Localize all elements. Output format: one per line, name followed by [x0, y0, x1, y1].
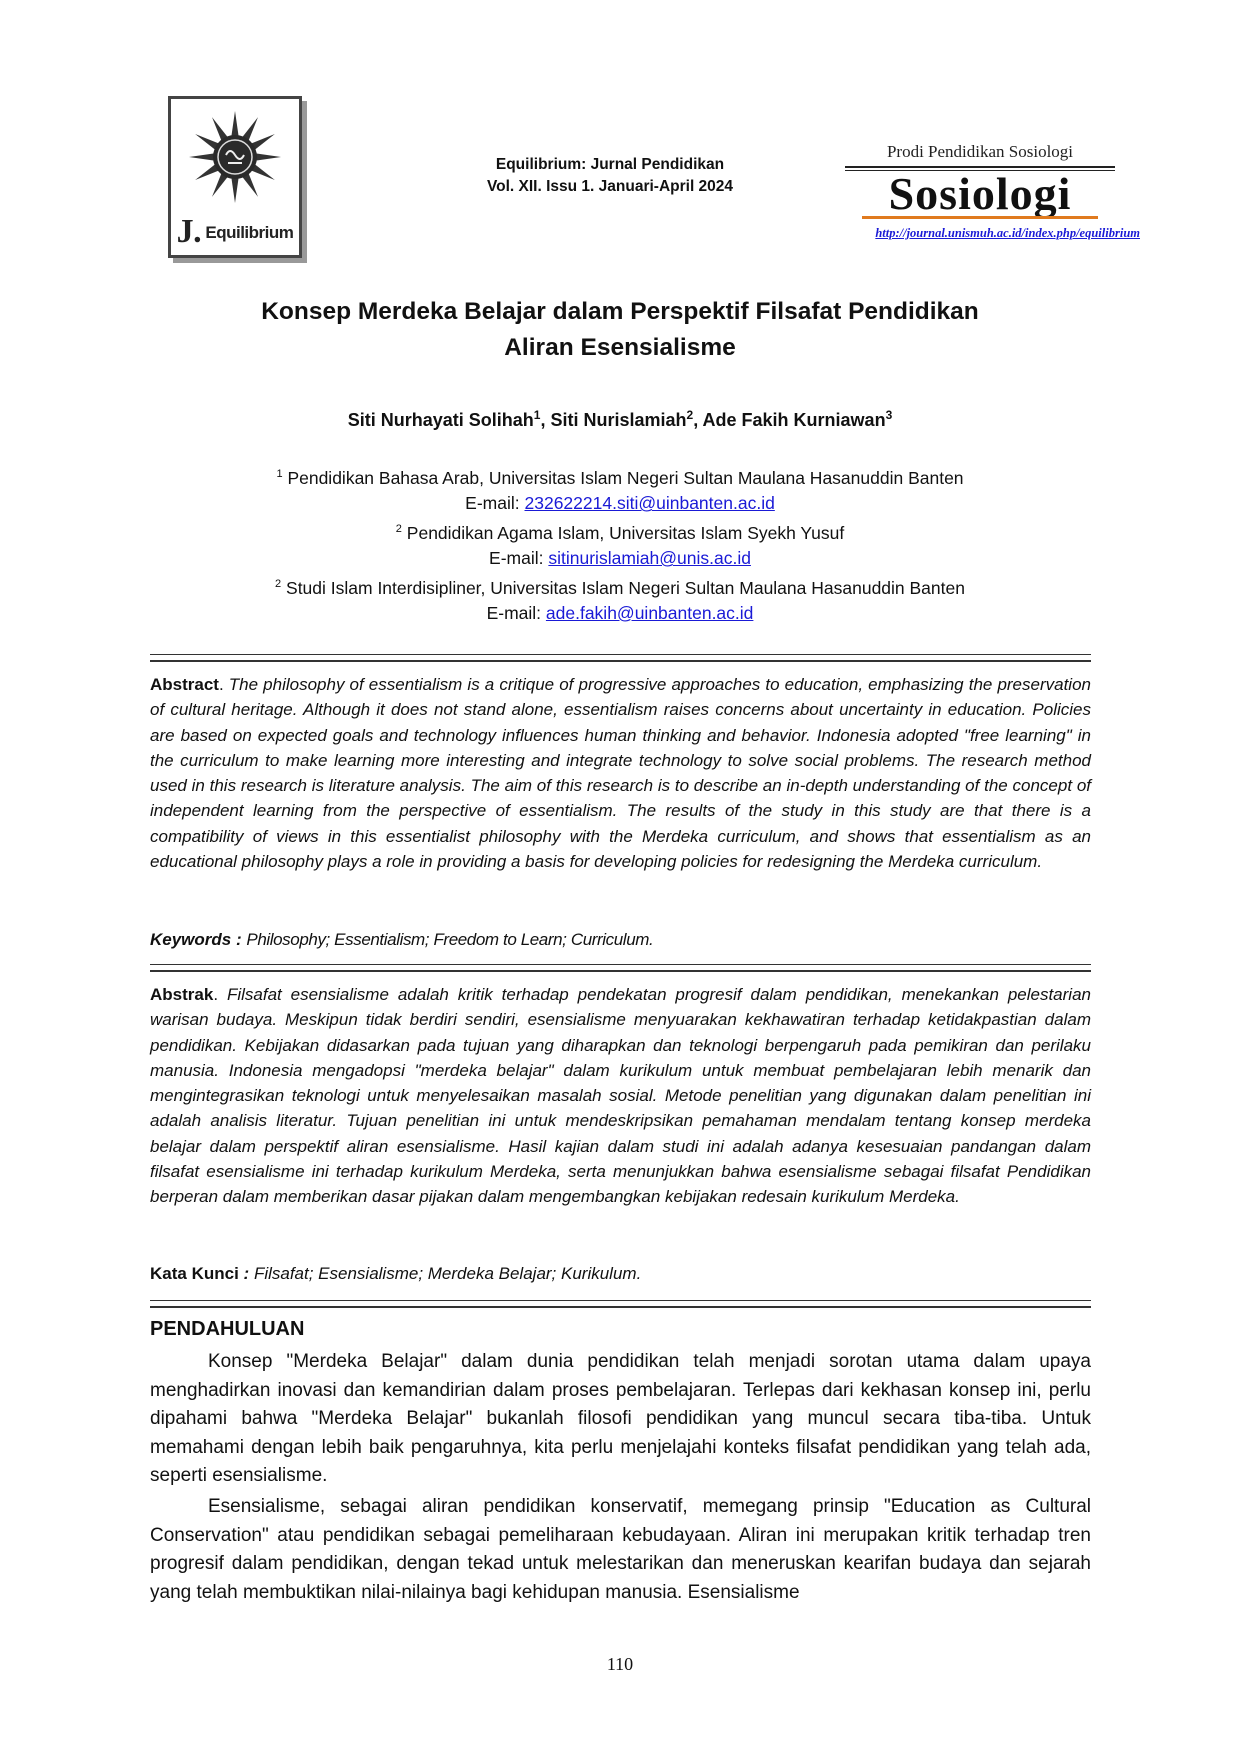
- author-name: Siti Nurislamiah: [550, 410, 687, 430]
- affiliation: $^2$ Studi Islam Interdisipliner, Universitas Islam Negeri Sultan Maulana Hasanuddin Banten: [275, 577, 965, 598]
- section-divider: [150, 964, 1091, 972]
- affiliation: $^2$ Pendidikan Agama Islam, Universitas Islam Syekh Yusuf: [395, 522, 845, 543]
- section-divider: [150, 654, 1091, 662]
- affiliations: [150, 462, 1090, 626]
- journal-volume: Vol. XII. Issu 1. Januari-April 2024: [486, 178, 734, 195]
- sun-emblem-icon: [171, 99, 299, 219]
- title-line: Konsep Merdeka Belajar dalam Perspektif Filsafat Pendidikan: [261, 298, 979, 325]
- journal-name: Equilibrium: Jurnal Pendidikan: [495, 156, 725, 173]
- abstract-label: Abstract: [150, 675, 219, 694]
- brand-underline: [862, 216, 1098, 219]
- affiliation-email: E-mail: 232622214.siti@uinbanten.ac.id: [465, 493, 775, 514]
- author-list: Siti Nurhayati Solihah$^1$, Siti Nurislamiah$^2$, Ade Fakih Kurniawan$^3$: [347, 408, 893, 430]
- title-line: Aliran Esensialisme: [504, 334, 736, 361]
- email-link[interactable]: 232622214.siti@uinbanten.ac.id: [524, 493, 775, 514]
- author-sup: 3: [885, 408, 893, 422]
- author-sup: 2: [686, 408, 694, 422]
- abstract-label: Abstrak: [150, 985, 214, 1004]
- logo-label: J. Equilibrium: [176, 213, 294, 250]
- keywords-label: Kata Kunci: [150, 1264, 239, 1283]
- section-divider: [150, 1300, 1091, 1308]
- keywords-text: Philosophy; Essentialism; Freedom to Learn; Curriculum.: [246, 930, 654, 949]
- section-heading: PENDAHULUAN: [150, 1318, 305, 1340]
- journal-url-link[interactable]: http://journal.unismuh.ac.id/index.php/equilibrium: [875, 226, 1140, 240]
- author-name: Ade Fakih Kurniawan: [702, 410, 886, 430]
- author-sup: 1: [533, 408, 541, 422]
- paper-title: [150, 294, 1090, 366]
- page-number: 110: [606, 1654, 634, 1674]
- prodi-label: Prodi Pendidikan Sosiologi: [886, 142, 1074, 161]
- abstract-text: Filsafat esensialisme adalah kritik terhadap pendekatan progresif dalam pendidikan, menekankan pelestarian warisan budaya. Meskipun tidak berdiri sendiri, esensialisme menyuarakan kekhawatiran terhadap ketidakpastian dalam pendidikan. Kebijakan didasarkan pada tujuan yang diharapkan dan teknologi berpengaruh pada pemikiran dan perilaku manusia. Indonesia mengadopsi "merdeka belajar" dalam kurikulum untuk membuat pembelajaran lebih menarik dan mengintegrasikan teknologi untuk menyelesaikan masalah sosial. Metode penelitian yang digunakan dalam penelitian ini adalah analisis literatur. Tujuan penelitian ini untuk mendeskripsikan pemahaman mendalam tentang konsep merdeka belajar dalam perspektif aliran esensialisme. Hasil kajian dalam studi ini adalah adanya kesesuaian pandangan dalam filsafat esensialisme ini terhadap kurikulum Merdeka, serta menunjukkan bahwa esensialisme sebagai filsafat Pendidikan berperan dalam memberikan dasar pijakan dalam mengembangkan kebijakan redesain kurikulum Merdeka.: [150, 985, 1091, 1207]
- keywords-text: Filsafat; Esensialisme; Merdeka Belajar; Kurikulum.: [253, 1264, 642, 1283]
- abstract-text: The philosophy of essentialism is a critique of progressive approaches to education, emphasizing the preservation of cultural heritage. Although it does not stand alone, essentialism raises concerns about uncertainty in education. Policies are based on expected goals and technology influences human thinking and behavior. Indonesia adopted "free learning" in the curriculum to make learning more interesting and integrate technology to solve social problems. The research method used in this research is literature analysis. The aim of this research is to describe an in-depth understanding of the concept of independent learning from the perspective of essentialism. The results of the study in this study are that there is a compatibility of views in this essentialist philosophy with the Merdeka curriculum, and shows that essentialism as an educational philosophy plays a role in providing a basis for developing policies for redesigning the Merdeka curriculum.: [150, 675, 1091, 872]
- paragraph: Konsep "Merdeka Belajar" dalam dunia pendidikan telah menjadi sorotan utama dalam upaya menghadirkan inovasi dan kemandirian dalam proses pembelajaran. Terlepas dari kekhasan konsep ini, perlu dipahami bahwa "Merdeka Belajar" bukanlah filosofi pendidikan yang muncul secara tiba-tiba. Untuk memahami dengan lebih baik pengaruhnya, kita perlu menjelajahi konteks filsafat pendidikan yang telah ada, seperti esensialisme.: [150, 1351, 1091, 1487]
- abstract-indonesian: Abstrak. Filsafat esensialisme adalah kritik terhadap pendekatan progresif dalam pendidikan, menekankan pelestarian warisan budaya. Meskipun tidak berdiri sendiri, esensialisme menyuarakan kekhawatiran terhadap ketidakpastian dalam pendidikan. Kebijakan didasarkan pada tujuan yang diharapkan dan teknologi berpengaruh pada pemikiran dan perilaku manusia. Indonesia mengadopsi "merdeka belajar" dalam kurikulum untuk membuat pembelajaran lebih menarik dan mengintegrasikan teknologi untuk menyelesaikan masalah sosial. Metode penelitian yang digunakan dalam penelitian ini adalah analisis literatur. Tujuan penelitian ini untuk mendeskripsikan pemahaman mendalam tentang konsep merdeka belajar dalam perspektif aliran esensialisme. Hasil kajian dalam studi ini adalah adanya kesesuaian pandangan dalam filsafat esensialisme ini terhadap kurikulum Merdeka, serta menunjukkan bahwa esensialisme sebagai filsafat Pendidikan berperan dalam memberikan dasar pijakan dalam mengembangkan kebijakan redesain kurikulum Merdeka.: [150, 985, 1091, 1207]
- author-name: Siti Nurhayati Solihah: [347, 410, 534, 430]
- keywords-english: [150, 930, 1091, 950]
- keywords-label: Keywords :: [150, 930, 242, 949]
- journal-logo: [168, 96, 302, 258]
- section-body: [150, 1348, 1091, 1609]
- email-link[interactable]: ade.fakih@uinbanten.ac.id: [545, 602, 754, 623]
- brand-wordmark: Sosiologi: [888, 168, 1072, 219]
- email-link[interactable]: sitinurislamiah@unis.ac.id: [548, 548, 751, 569]
- paragraph: Esensialisme, sebagai aliran pendidikan konservatif, memegang prinsip "Education as Cultural Conservation" atau pendidikan sebagai pemeliharaan kebudayaan. Aliran ini merupakan kritik terhadap tren progresif dalam pendidikan, dengan tekad untuk melestarikan dan meneruskan kearifan budaya dan sejarah yang telah membuktikan nilai-nilainya bagi kehidupan manusia. Esensialisme: [150, 1495, 1091, 1603]
- affiliation-email: E-mail: sitinurislamiah@unis.ac.id: [489, 548, 751, 569]
- keywords-indonesian: Kata Kunci : Filsafat; Esensialisme; Merdeka Belajar; Kurikulum.: [150, 1264, 642, 1283]
- affiliation-email: E-mail: ade.fakih@uinbanten.ac.id: [486, 602, 754, 623]
- affiliation: $^1$ Pendidikan Bahasa Arab, Universitas Islam Negeri Sultan Maulana Hasanuddin Banten: [276, 467, 964, 488]
- journal-header: [440, 154, 780, 198]
- abstract-english: Abstract. The philosophy of essentialism is a critique of progressive approaches to education, emphasizing the preservation of cultural heritage. Although it does not stand alone, essentialism raises concerns about uncertainty in education. Policies are based on expected goals and technology influences human thinking and behavior. Indonesia adopted "free learning" in the curriculum to make learning more interesting and integrate technology to solve social problems. The research method used in this research is literature analysis. The aim of this research is to describe an in-depth understanding of the concept of independent learning from the perspective of essentialism. The results of the study in this study are that there is a compatibility of views in this essentialist philosophy with the Merdeka curriculum, and shows that essentialism as an educational philosophy plays a role in providing a basis for developing policies for redesigning the Merdeka curriculum.: [150, 675, 1091, 872]
